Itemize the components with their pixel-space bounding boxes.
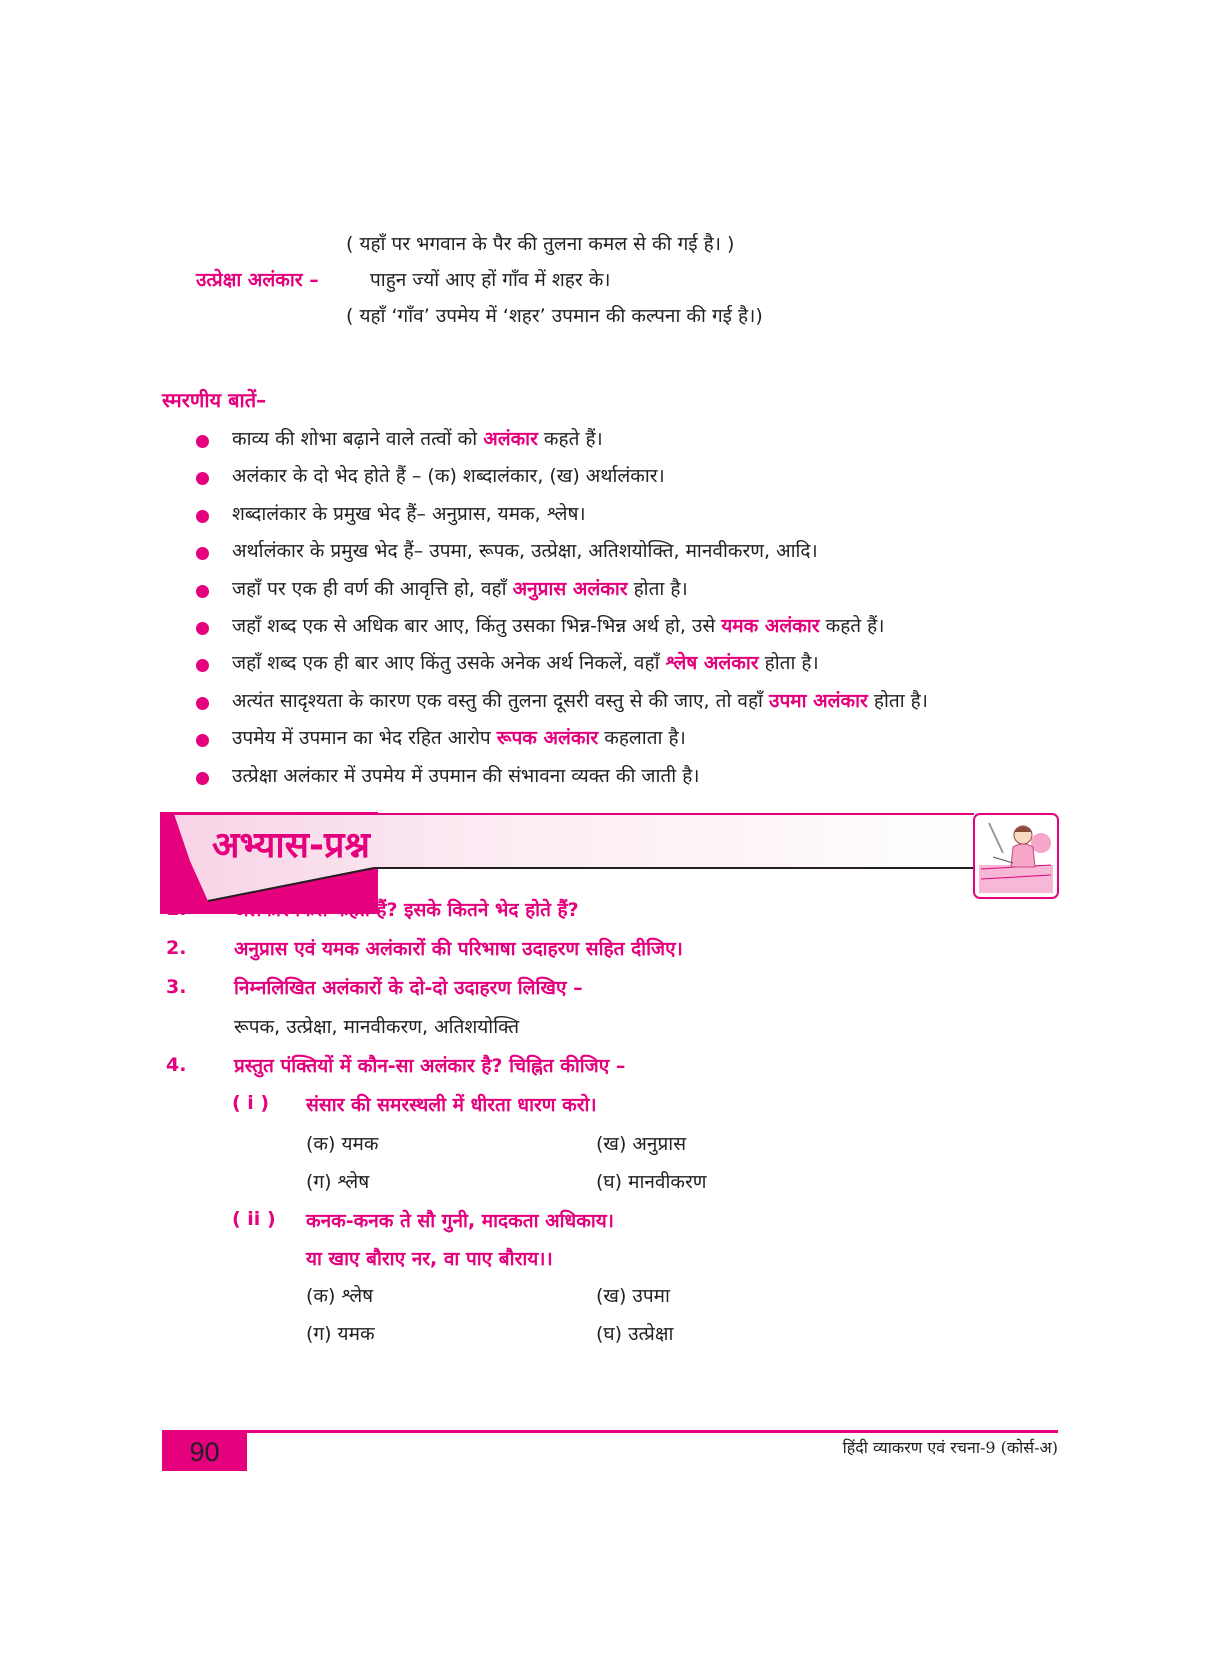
bullet-icon <box>196 435 209 448</box>
sub1-option-a: (क) यमक <box>306 1133 379 1155</box>
bullet-icon <box>196 547 209 560</box>
book-title: हिंदी व्याकरण एवं रचना-9 (कोर्स-अ) <box>842 1438 1058 1457</box>
girl-writing-icon <box>973 813 1059 899</box>
banner-title: अभ्यास-प्रश्न <box>212 825 370 866</box>
page-number: 90 <box>162 1433 247 1471</box>
sub2-option-d: (घ) उत्प्रेक्षा <box>596 1323 674 1345</box>
q2-text: अनुप्रास एवं यमक अलंकारों की परिभाषा उदाहरण सहित दीजिए। <box>234 938 683 960</box>
q4-number: 4. <box>166 1054 187 1076</box>
q2-number: 2. <box>166 937 187 959</box>
q1-text: अलंकार किसे कहते हैं? इसके कितने भेद होते हैं? <box>234 899 579 921</box>
utpreksha-label: उत्प्रेक्षा अलंकार – <box>196 269 319 291</box>
sub1-option-c: (ग) श्लेष <box>306 1171 370 1193</box>
sub1-option-b: (ख) अनुप्रास <box>596 1133 687 1155</box>
sub2-option-c: (ग) यमक <box>306 1323 375 1345</box>
bullet-icon <box>196 659 209 672</box>
bullet-icon <box>196 622 209 635</box>
sub2-line-2: या खाए बौराए नर, वा पाए बौराय।। <box>306 1248 553 1270</box>
q1-number: 1. <box>166 898 187 920</box>
intro-line-3: ( यहाँ ‘गाँव’ उपमेय में ‘शहर’ उपमान की कल्पना की गई है।) <box>346 305 763 327</box>
q3-items: रूपक, उत्प्रेक्षा, मानवीकरण, अतिशयोक्ति <box>234 1016 520 1038</box>
q3-text: निम्नलिखित अलंकारों के दो-दो उदाहरण लिखिए – <box>234 977 583 999</box>
sub2-option-a: (क) श्लेष <box>306 1285 374 1307</box>
footer-rule <box>162 1430 1058 1433</box>
bullet-icon <box>196 772 209 785</box>
utpreksha-example: पाहुन ज्यों आए हों गाँव में शहर के। <box>370 269 611 291</box>
q3-number: 3. <box>166 976 187 998</box>
sub2-line-1: कनक-कनक ते सौ गुनी, मादकता अधिकाय। <box>306 1210 614 1232</box>
sub1-text: संसार की समरस्थली में धीरता धारण करो। <box>306 1094 597 1116</box>
bullet-icon <box>196 585 209 598</box>
sub2-number: ( ii ) <box>232 1208 276 1230</box>
q4-text: प्रस्तुत पंक्तियों में कौन-सा अलंकार है? चिह्नित कीजिए – <box>234 1055 626 1077</box>
bullet-icon <box>196 510 209 523</box>
sub1-number: ( i ) <box>232 1092 270 1114</box>
bullet-icon <box>196 734 209 747</box>
bullet-icon <box>196 472 209 485</box>
sub1-option-d: (घ) मानवीकरण <box>596 1171 707 1193</box>
remember-heading: स्मरणीय बातें– <box>162 388 267 412</box>
intro-line-1: ( यहाँ पर भगवान के पैर की तुलना कमल से की गई है। ) <box>346 233 735 255</box>
sub2-option-b: (ख) उपमा <box>596 1285 670 1307</box>
bullet-icon <box>196 697 209 710</box>
